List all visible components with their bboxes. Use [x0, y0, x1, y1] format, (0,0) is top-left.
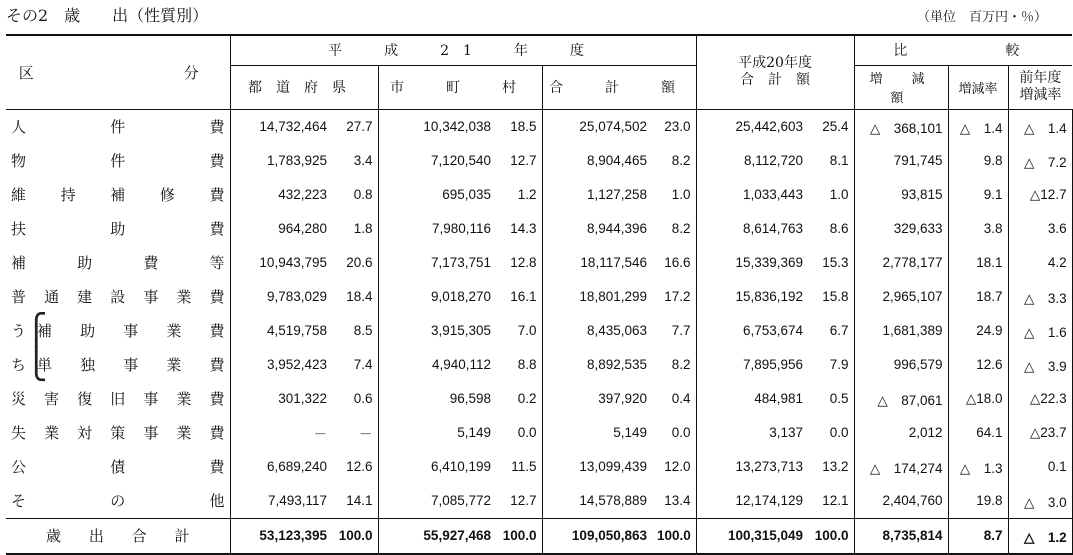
header-municipality: 市 町 村: [378, 65, 542, 109]
cell-muni-pct: 12.8: [496, 246, 542, 280]
cell-prev-pct: 6.7: [808, 314, 854, 348]
cell-prev-pct: 0.5: [808, 382, 854, 416]
cell-change: △ 174,274: [854, 450, 948, 484]
cell-prev-pct: 13.2: [808, 450, 854, 484]
cell-prev-rate: △ 7.2: [1008, 144, 1072, 178]
row-label: 災害復旧事業費: [6, 382, 230, 416]
cell-rate: 24.9: [948, 314, 1008, 348]
cell-pref: 6,689,240: [266, 459, 327, 474]
cell-total-pct: 8.2: [652, 348, 696, 382]
cell-pref: 14,732,464: [259, 119, 327, 134]
row-label: 失業対策事業費: [6, 416, 230, 450]
cell-total: 14,578,889: [579, 493, 647, 508]
row-label: 歳出合計: [6, 518, 230, 554]
cell-pref: 432,223: [278, 187, 327, 202]
cell-change: 791,745: [854, 144, 948, 178]
cell-total-pct: 23.0: [652, 109, 696, 144]
cell-pref-pct: 100.0: [332, 518, 378, 554]
cell-rate: △ 1.3: [948, 450, 1008, 484]
cell-total-pct: 13.4: [652, 484, 696, 519]
unit-note: （単位 百万円・％）: [916, 10, 1047, 25]
table-row: [6, 212, 1072, 246]
table-row: [6, 484, 1072, 519]
cell-pref-pct: 0.6: [332, 382, 378, 416]
cell-muni: 5,149: [457, 425, 491, 440]
row-label: 人件費: [6, 109, 230, 144]
cell-pref: 964,280: [278, 221, 327, 236]
cell-pref: 9,783,029: [266, 289, 327, 304]
cell-muni-pct: 0.2: [496, 382, 542, 416]
cell-pref-pct: 20.6: [332, 246, 378, 280]
cell-muni-pct: 0.0: [496, 416, 542, 450]
cell-pref: 1,783,925: [266, 153, 327, 168]
table-row: [6, 348, 1072, 382]
cell-pref-pct: 3.4: [332, 144, 378, 178]
cell-muni-pct: 16.1: [496, 280, 542, 314]
cell-pref: 3,952,423: [266, 357, 327, 372]
cell-pref-pct: 7.4: [332, 348, 378, 382]
cell-rate: 8.7: [948, 518, 1008, 554]
cell-rate: 18.1: [948, 246, 1008, 280]
cell-rate: 3.8: [948, 212, 1008, 246]
header-change: 増 減 額: [854, 65, 948, 109]
table-row: [6, 144, 1072, 178]
cell-muni-pct: 8.8: [496, 348, 542, 382]
cell-muni: 3,915,305: [430, 323, 491, 338]
cell-prev: 15,339,369: [735, 255, 804, 270]
cell-total: 5,149: [613, 425, 647, 440]
cell-prev: 8,614,763: [742, 221, 804, 236]
row-label: 普通建設事業費: [6, 280, 230, 314]
cell-prev-pct: 1.0: [808, 178, 854, 212]
cell-prev: 13,273,713: [735, 459, 804, 474]
cell-pref-pct: 0.8: [332, 178, 378, 212]
cell-total: 8,944,396: [586, 221, 647, 236]
uchi-mark: ち: [11, 355, 27, 374]
cell-rate: 19.8: [948, 484, 1008, 519]
header-prev-rate: 前年度 増減率: [1008, 65, 1072, 109]
cell-prev-rate: 4.2: [1008, 246, 1072, 280]
row-label: 扶助費: [6, 212, 230, 246]
cell-change: 2,965,107: [854, 280, 948, 314]
table-row: [6, 382, 1072, 416]
cell-prev-rate: △ 1.6: [1008, 314, 1072, 348]
cell-prev: 8,112,720: [743, 153, 804, 168]
cell-total-pct: 16.6: [652, 246, 696, 280]
cell-prev-rate: △ 3.0: [1008, 484, 1072, 519]
cell-pref-pct: －: [332, 416, 378, 450]
cell-muni: 7,173,751: [430, 255, 491, 270]
table-row: [6, 178, 1072, 212]
cell-total-pct: 7.7: [652, 314, 696, 348]
cell-prev: 484,981: [754, 391, 804, 406]
cell-muni: 10,342,038: [423, 119, 491, 134]
cell-change: △ 368,101: [854, 109, 948, 144]
cell-prev-pct: 15.8: [808, 280, 854, 314]
cell-prev-rate: △ 3.3: [1008, 280, 1072, 314]
row-label: ち ⎩ 単独事業費: [6, 348, 230, 382]
cell-rate: 9.1: [948, 178, 1008, 212]
cell-muni: 6,410,199: [430, 459, 491, 474]
cell-total: 13,099,439: [579, 459, 647, 474]
header-prefecture: 都道府県: [230, 65, 378, 109]
cell-change: 93,815: [854, 178, 948, 212]
cell-pref-pct: 8.5: [332, 314, 378, 348]
cell-pref: 7,493,117: [267, 493, 327, 508]
cell-prev-rate: △22.3: [1008, 382, 1072, 416]
cell-pref: 10,943,795: [259, 255, 327, 270]
total-row: [6, 518, 1072, 554]
cell-prev: 15,836,192: [735, 289, 804, 304]
cell-change: △ 87,061: [854, 382, 948, 416]
cell-prev-rate: △12.7: [1008, 178, 1072, 212]
cell-change: 2,012: [854, 416, 948, 450]
cell-prev: 6,753,674: [742, 323, 804, 338]
header-year20: 平成20年度 合 計 額: [696, 35, 854, 109]
cell-prev: 3,137: [769, 425, 804, 440]
table-row: [6, 314, 1072, 348]
header-year21: 平 成 21 年 度: [230, 35, 696, 65]
cell-pref: 301,322: [278, 391, 327, 406]
cell-total-pct: 1.0: [652, 178, 696, 212]
row-label: 補助費等: [6, 246, 230, 280]
cell-rate: 64.1: [948, 416, 1008, 450]
cell-total: 109,050,863: [542, 518, 652, 554]
cell-total: 18,117,546: [580, 255, 647, 270]
cell-pref: 4,519,758: [266, 323, 327, 338]
cell-change: 2,778,177: [854, 246, 948, 280]
header-compare: 比 較: [854, 35, 1072, 65]
cell-prev-pct: 15.3: [808, 246, 854, 280]
cell-total: 18,801,299: [579, 289, 647, 304]
cell-total-pct: 0.0: [652, 416, 696, 450]
cell-prev-pct: 7.9: [808, 348, 854, 382]
cell-prev-pct: 8.6: [808, 212, 854, 246]
cell-rate: △18.0: [948, 382, 1008, 416]
cell-total: 397,920: [598, 391, 647, 406]
cell-pref-pct: 27.7: [332, 109, 378, 144]
cell-prev-pct: 25.4: [808, 109, 854, 144]
cell-prev-pct: 100.0: [808, 518, 854, 554]
expenditure-table: [6, 34, 1073, 555]
cell-prev-pct: 8.1: [808, 144, 854, 178]
table-row: [6, 246, 1072, 280]
cell-pref-pct: 18.4: [332, 280, 378, 314]
cell-prev-rate: 3.6: [1008, 212, 1072, 246]
cell-muni-pct: 100.0: [496, 518, 542, 554]
cell-total-pct: 12.0: [652, 450, 696, 484]
cell-muni: 96,598: [449, 391, 491, 406]
uchi-mark: う: [11, 321, 27, 340]
cell-prev: 25,442,603: [735, 119, 804, 134]
cell-prev: 100,315,049: [696, 518, 808, 554]
cell-prev-pct: 12.1: [808, 484, 854, 519]
cell-muni: 9,018,270: [430, 289, 491, 304]
cell-muni-pct: 18.5: [496, 109, 542, 144]
cell-muni-pct: 14.3: [496, 212, 542, 246]
cell-prev-rate: △23.7: [1008, 416, 1072, 450]
cell-total-pct: 100.0: [652, 518, 696, 554]
cell-muni-pct: 7.0: [496, 314, 542, 348]
table-row: [6, 450, 1072, 484]
cell-muni: 55,927,468: [378, 518, 496, 554]
cell-prev: 12,174,129: [735, 493, 804, 508]
cell-total: 8,435,063: [586, 323, 647, 338]
cell-muni-pct: 12.7: [496, 484, 542, 519]
cell-prev: 7,895,956: [742, 357, 804, 372]
cell-change: 329,633: [854, 212, 948, 246]
cell-muni-pct: 1.2: [496, 178, 542, 212]
table-row: [6, 416, 1072, 450]
cell-prev-rate: △ 1.2: [1008, 518, 1072, 554]
cell-pref: －: [313, 426, 327, 442]
cell-total: 8,892,535: [586, 357, 647, 372]
cell-prev: 1,033,443: [742, 187, 804, 202]
row-label: その他: [6, 484, 230, 519]
header-change-rate: 増減率: [948, 65, 1008, 109]
cell-total: 8,904,465: [586, 153, 647, 168]
row-label: 物件費: [6, 144, 230, 178]
cell-rate: 18.7: [948, 280, 1008, 314]
cell-change: 996,579: [854, 348, 948, 382]
row-label: う ⎧ 補助事業費: [6, 314, 230, 348]
cell-prev-pct: 0.0: [808, 416, 854, 450]
cell-muni-pct: 12.7: [496, 144, 542, 178]
cell-change: 2,404,760: [854, 484, 948, 519]
cell-change: 1,681,389: [854, 314, 948, 348]
cell-pref-pct: 1.8: [332, 212, 378, 246]
cell-total: 25,074,502: [579, 119, 647, 134]
table-row: [6, 109, 1072, 144]
cell-total-pct: 17.2: [652, 280, 696, 314]
cell-rate: 9.8: [948, 144, 1008, 178]
cell-muni: 7,085,772: [430, 493, 491, 508]
cell-prev-rate: 0.1: [1008, 450, 1072, 484]
table-caption: その2 歳 出（性質別）: [6, 6, 209, 25]
cell-muni: 7,120,540: [430, 153, 491, 168]
brace-icon: ⎧: [25, 312, 48, 348]
cell-total-pct: 8.2: [652, 212, 696, 246]
cell-muni: 695,035: [442, 187, 491, 202]
header-total: 合 計 額: [542, 65, 696, 109]
cell-prev-rate: △ 3.9: [1008, 348, 1072, 382]
cell-muni-pct: 11.5: [496, 450, 542, 484]
cell-rate: 12.6: [948, 348, 1008, 382]
cell-total: 1,127,258: [586, 187, 647, 202]
cell-rate: △ 1.4: [948, 109, 1008, 144]
header-category: 区 分: [6, 35, 230, 109]
cell-pref: 53,123,395: [230, 518, 332, 554]
cell-change: 8,735,814: [854, 518, 948, 554]
cell-prev-rate: △ 1.4: [1008, 109, 1072, 144]
brace-icon: ⎩: [25, 346, 48, 382]
row-label: 公債費: [6, 450, 230, 484]
cell-muni: 7,980,116: [431, 221, 491, 236]
cell-pref-pct: 12.6: [332, 450, 378, 484]
table-row: [6, 280, 1072, 314]
cell-total-pct: 0.4: [652, 382, 696, 416]
cell-pref-pct: 14.1: [332, 484, 378, 519]
row-label: 維持補修費: [6, 178, 230, 212]
cell-total-pct: 8.2: [652, 144, 696, 178]
cell-muni: 4,940,112: [431, 357, 491, 372]
